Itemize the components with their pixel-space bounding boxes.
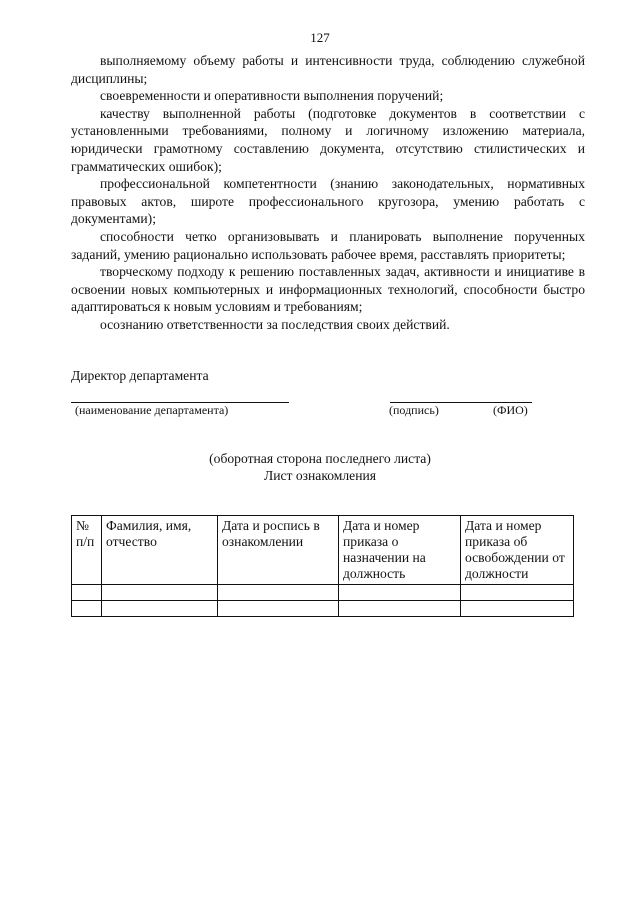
col-name-header: Фамилия, имя, отчество	[102, 516, 218, 585]
criteria-paragraph: выполняемому объему работы и интенсивности труда, соблюдению служебной дисциплины;	[71, 53, 585, 86]
fio-caption: (ФИО)	[493, 403, 528, 417]
department-caption: (наименование департамента)	[75, 403, 229, 417]
table-header-row	[72, 516, 574, 585]
table-row	[72, 585, 574, 601]
signature-block	[71, 368, 585, 428]
table-row	[72, 601, 574, 617]
col-number-header: № п/п	[72, 516, 102, 585]
director-title: Директор департамента	[71, 368, 209, 383]
table-cell	[218, 585, 339, 601]
table-cell	[461, 601, 574, 617]
criteria-paragraph: осознанию ответственности за последствия своих действий.	[100, 316, 450, 332]
criteria-paragraph: творческому подходу к решению поставленных задач, активности и инициативе в освоении новых компьютерных и информационных технологий, способности быстро адаптироваться к новым условиям и требованиям;	[71, 264, 585, 315]
table-cell	[102, 601, 218, 617]
criteria-list	[71, 52, 585, 334]
acknowledgement-title: Лист ознакомления	[263, 468, 376, 483]
page-number: 127	[310, 30, 330, 45]
criteria-paragraph: своевременности и оперативности выполнения поручений;	[100, 88, 444, 104]
table-cell	[461, 585, 574, 601]
table-cell	[72, 585, 102, 601]
table-cell	[339, 601, 461, 617]
criteria-paragraph: способности четко организовывать и планировать выполнение порученных заданий, умению рационально использовать рабочее время, расставлять приоритеты;	[71, 228, 585, 262]
criteria-paragraph: качеству выполненной работы (подготовке документов в соответствии с установленными требованиями, полному и логичному изложению материала, юридически грамотному составлению документа, отсутствию стилистических и грамматических ошибок);	[71, 105, 585, 174]
table-cell	[102, 585, 218, 601]
table-cell	[218, 601, 339, 617]
reverse-side-header	[0, 450, 640, 484]
col-dismissal-header: Дата и номер приказа об освобождении от должности	[461, 516, 574, 585]
criteria-paragraph: профессиональной компетентности (знанию законодательных, нормативных правовых актов, широте профессионального кругозора, умению работать с документами);	[71, 176, 585, 227]
signature-caption: (подпись)	[389, 403, 439, 417]
col-ack-date-header: Дата и роспись в ознакомлении	[218, 516, 339, 585]
table-cell	[72, 601, 102, 617]
acknowledgement-table	[71, 515, 574, 617]
table-cell	[339, 585, 461, 601]
reverse-side-note: (оборотная сторона последнего листа)	[209, 451, 431, 466]
col-appointment-header: Дата и номер приказа о назначении на должность	[339, 516, 461, 585]
